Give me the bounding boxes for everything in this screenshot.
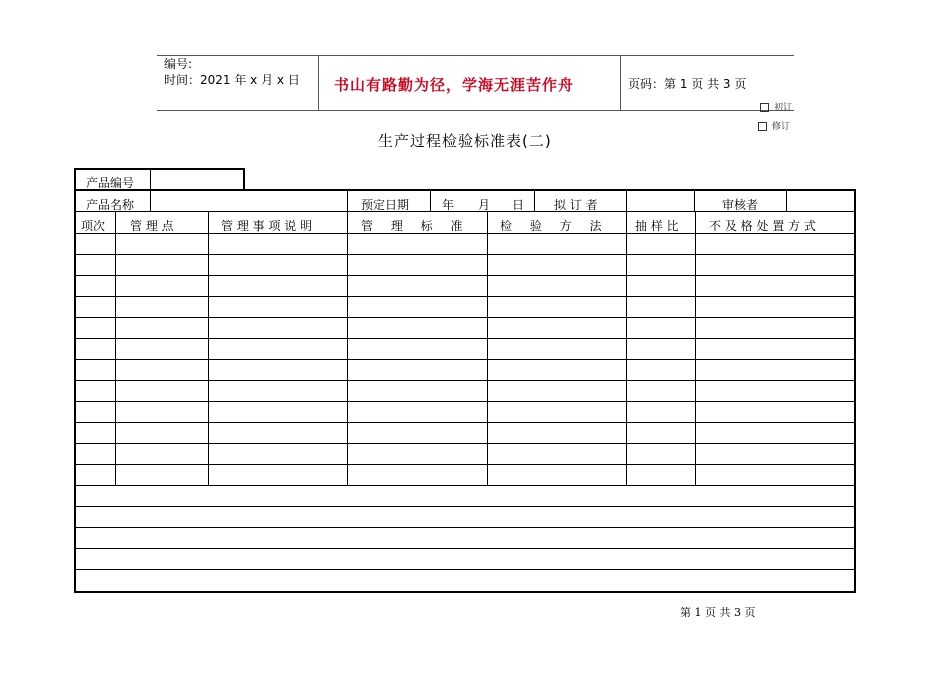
revision-option-revised[interactable] (758, 119, 790, 132)
table-row[interactable] (76, 360, 854, 380)
remarks-row[interactable] (76, 549, 854, 569)
product-name-input[interactable] (151, 191, 347, 211)
year-label: 年 (442, 198, 455, 212)
product-name-label: 产品名称 (86, 198, 135, 212)
header-divider-2 (620, 55, 621, 110)
table-row[interactable] (76, 276, 854, 296)
header-divider-1 (318, 55, 319, 110)
revision-option-label: 修订 (772, 122, 791, 132)
table-rule (854, 189, 856, 592)
product-code-input[interactable] (151, 169, 243, 189)
month-label: 月 (478, 198, 491, 212)
table-row[interactable] (76, 423, 854, 443)
document-time-label: 时间：2021 年 x 月 x 日 (164, 73, 300, 87)
table-rule (347, 190, 348, 212)
table-row[interactable] (76, 255, 854, 275)
table-row[interactable] (76, 234, 854, 254)
drafter-label: 拟 订 者 (554, 198, 598, 212)
table-row[interactable] (76, 402, 854, 422)
column-header-control-standard: 管 理 标 准 (361, 219, 463, 233)
table-rule (243, 168, 245, 190)
header-bottom-border (157, 110, 794, 111)
column-header-control-point: 管 理 点 (130, 219, 174, 233)
remarks-row[interactable] (76, 528, 854, 548)
table-row[interactable] (76, 465, 854, 485)
document-number-label: 编号: (164, 57, 193, 71)
table-row[interactable] (76, 444, 854, 464)
table-rule (534, 190, 535, 212)
revision-option-label: 初订 (774, 103, 793, 113)
footer-page-number: 第 1 页 共 3 页 (680, 606, 756, 619)
table-row[interactable] (76, 339, 854, 359)
table-row[interactable] (76, 318, 854, 338)
column-header-sampling-ratio: 抽 样 比 (635, 219, 679, 233)
reviewer-label: 审核者 (722, 198, 759, 212)
revision-option-initial[interactable] (760, 100, 792, 113)
column-header-item-no: 项次 (81, 219, 106, 233)
table-row[interactable] (76, 381, 854, 401)
column-header-nonconformance-handling: 不 及 格 处 置 方 式 (709, 219, 816, 233)
drafter-input[interactable] (627, 191, 693, 211)
remarks-row[interactable] (76, 486, 854, 506)
product-code-label: 产品编号 (86, 176, 135, 190)
table-row[interactable] (76, 297, 854, 317)
page-info: 页码：第 1 页 共 3 页 (628, 77, 747, 91)
column-header-control-description: 管 理 事 项 说 明 (221, 219, 313, 233)
checkbox-icon[interactable] (758, 122, 767, 131)
table-rule (430, 190, 431, 212)
scheduled-date-label: 预定日期 (361, 198, 410, 212)
remarks-row[interactable] (76, 507, 854, 527)
table-rule (74, 591, 856, 593)
column-header-inspection-method: 检 验 方 法 (500, 219, 602, 233)
motto-text: 书山有路勤为径，学海无涯苦作舟 (334, 76, 575, 94)
header-top-border (157, 55, 794, 56)
reviewer-input[interactable] (786, 191, 852, 211)
page-title: 生产过程检验标准表(二) (378, 132, 552, 150)
table-rule (694, 190, 695, 212)
remarks-row[interactable] (76, 570, 854, 590)
checkbox-icon[interactable] (760, 103, 769, 112)
day-label: 日 (512, 198, 525, 212)
